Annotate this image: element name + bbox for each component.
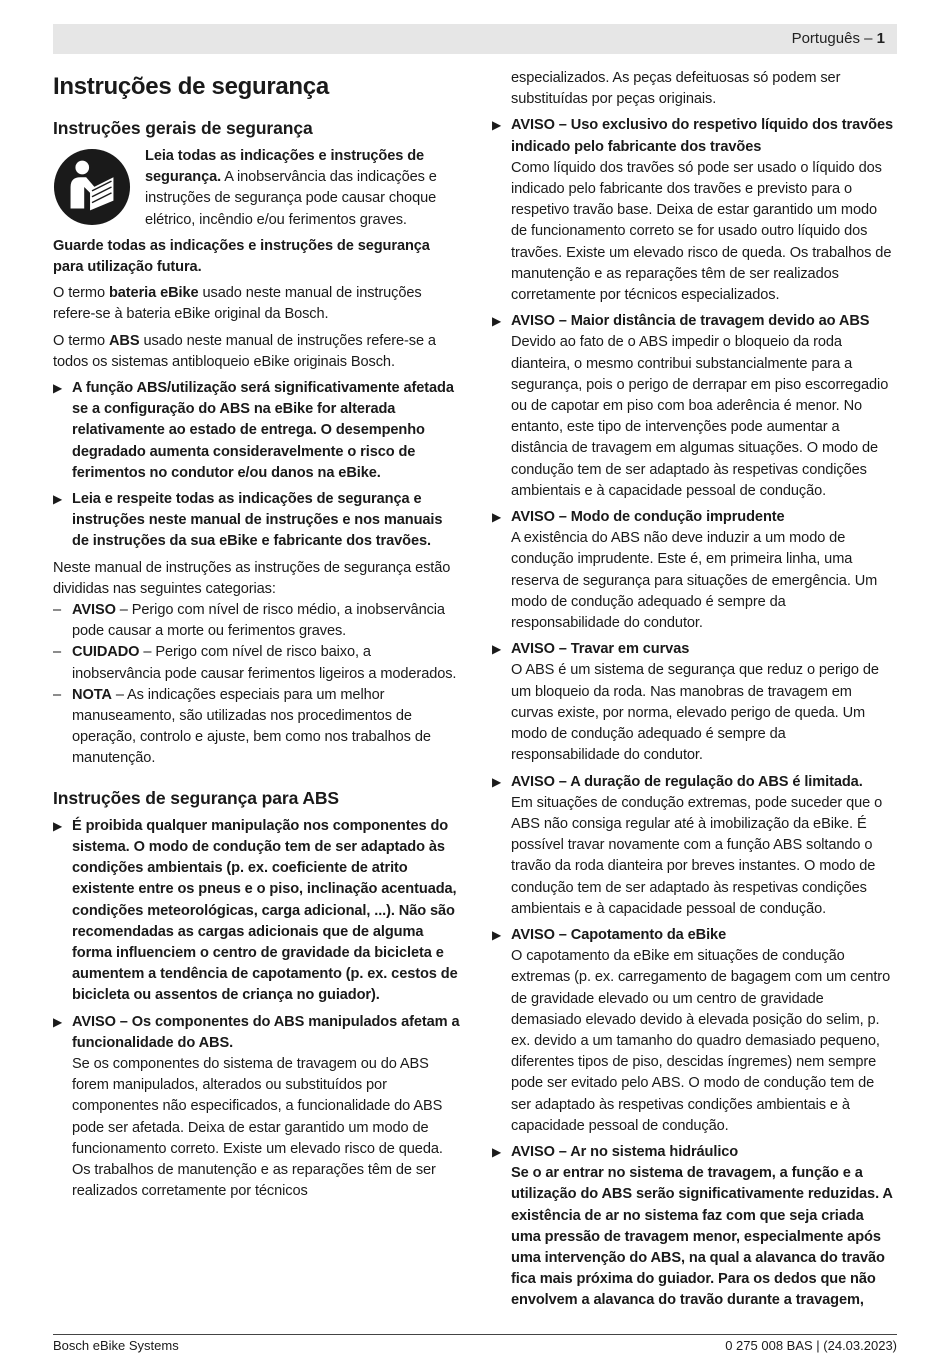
- triangle-bullet-icon: ▶: [53, 381, 63, 396]
- dash-marker: –: [53, 602, 62, 619]
- category-warning-text: – Perigo com nível de risco médio, a inobservância pode causar a morte ou ferimentos graves.: [72, 602, 445, 640]
- dash-marker: –: [53, 644, 62, 661]
- page-number: 1: [876, 30, 885, 47]
- page-header-label: [792, 30, 885, 47]
- safety-bullet: [492, 311, 897, 502]
- continuation-text: especializados. As peças defeituosas só podem ser substituídas por peças originais.: [511, 70, 841, 108]
- read-instructions-text: A inobservância das indicações e instruções de segurança pode causar choque elétrico, incêndio e/ou ferimentos graves.: [145, 169, 437, 228]
- header-language: Português: [791, 30, 860, 47]
- left-column: [53, 66, 463, 1207]
- bullet-read-all-text: Leia e respeite todas as indicações de segurança e instruções neste manual de instruções e nos manuais de instruções da sua eBike e fabricante dos travões.: [72, 491, 443, 550]
- category-caution-label: CUIDADO: [72, 644, 140, 661]
- category-warning-label: AVISO: [72, 602, 116, 619]
- triangle-bullet-icon: ▶: [492, 118, 502, 133]
- term-battery-pre: O termo: [53, 285, 109, 302]
- read-instructions-block: [53, 146, 463, 231]
- warning-text: O capotamento da eBike em situações de condução extremas (p. ex. carregamento de bagagem com um centro de gravidade elevado ou um centro de gravidade demasiado elevado devido à elevada posição do selim, p. ex. devido a um tamanho do quadro demasiado pequeno, diferentes tipos de piso, descidas íngremes) nem sempre pode ser evitado pelo ABS. O modo de condução tem de ser adaptado às respetivas condições ambientais e à capacidade pessoal de condução.: [511, 948, 891, 1134]
- warning-text: O ABS é um sistema de segurança que reduz o perigo de um bloqueio da roda. Nas manobras de travagem em curvas existe, por norma, elevado perigo de queda. Um modo de condução adequado é sempre da responsabilidade do condutor.: [511, 662, 879, 764]
- triangle-bullet-icon: ▶: [492, 927, 502, 942]
- read-manual-icon: [53, 148, 131, 226]
- category-note-label: NOTA: [72, 686, 112, 703]
- dash-marker: –: [53, 686, 62, 703]
- warning-title: AVISO – Travar em curvas: [511, 641, 690, 658]
- bullet-abs-config-text: A função ABS/utilização será significativamente afetada se a configuração do ABS na eBike for alterada relativamente ao estado de entrega. O desempenho degradado aumenta consideravelmente o risco de ferimentos no condutor e/ou danos na eBike.: [72, 380, 454, 481]
- triangle-bullet-icon: ▶: [53, 492, 63, 507]
- footer-doc-ref: 0 275 008 BAS | (24.03.2023): [725, 1338, 897, 1353]
- term-battery-bold: bateria eBike: [108, 285, 199, 302]
- warning-title: AVISO – Capotamento da eBike: [511, 926, 727, 943]
- triangle-bullet-icon: ▶: [492, 314, 502, 329]
- triangle-bullet-icon: ▶: [53, 818, 63, 833]
- categories-intro: Neste manual de instruções as instruções de segurança estão divididas nas seguintes categorias:: [53, 559, 451, 597]
- header-separator: –: [864, 30, 873, 47]
- warning-title: AVISO – A duração de regulação do ABS é limitada.: [511, 773, 863, 790]
- read-instructions-paragraph: [145, 146, 463, 231]
- safety-bullet: [492, 115, 897, 306]
- warning-title: AVISO – Maior distância de travagem devido ao ABS: [511, 313, 870, 330]
- warning-text: Se o ar entrar no sistema de travagem, a função e a utilização do ABS serão significativamente reduzidas. A existência de ar no sistema faz com que seja criada uma pressão de travagem menor, especialmente após uma intervenção do ABS, na qual a alavanca do travão fica mais próxima do guiador. Para os dedos que não envolvem a alavanca do travão durante a travagem,: [511, 1165, 893, 1309]
- safety-bullet: [53, 1012, 463, 1203]
- safety-bullet: [53, 378, 463, 484]
- warning-title: AVISO – Uso exclusivo do respetivo líquido dos travões indicado pelo fabricante dos travões: [511, 117, 893, 155]
- category-note: [53, 685, 463, 770]
- page-header-bar: [53, 24, 897, 54]
- triangle-bullet-icon: ▶: [53, 1014, 63, 1029]
- bullet-no-manipulation-text: É proibida qualquer manipulação nos componentes do sistema. O modo de condução tem de ser adaptado às condições ambientais (p. ex. coeficiente de atrito existente entre os pneus e o piso, inclinação acentuada, condições meteorológicas, carga adicional, ...). Não são recomendadas as cargas adicionais que de alguma forma influenciem o centro de gravidade da bicicleta e aumentem a tendência de capotamento (p. ex. cestos de bicicleta ou assentos de criança no guiador).: [72, 817, 458, 1004]
- triangle-bullet-icon: ▶: [492, 774, 502, 789]
- triangle-bullet-icon: ▶: [492, 1144, 502, 1159]
- category-caution-text: – Perigo com nível de risco baixo, a inobservância pode causar ferimentos ligeiros a moderados.: [72, 644, 457, 682]
- category-warning: [53, 600, 463, 642]
- abs-safety-heading: Instruções de segurança para ABS: [53, 787, 339, 808]
- safety-bullet: [492, 639, 897, 766]
- triangle-bullet-icon: ▶: [492, 642, 502, 657]
- warning-text: Em situações de condução extremas, pode suceder que o ABS não consiga regular até à imobilização da eBike. É possível travar novamente com a função ABS soltando o travão da roda dianteira por breves instantes. O modo de condução tem de ser adaptado às respetivas condições ambientais e à capacidade pessoal de condução.: [511, 794, 883, 917]
- footer-divider: [53, 1334, 897, 1335]
- safety-bullet: [492, 925, 897, 1137]
- category-caution: [53, 642, 463, 684]
- term-abs-bold: ABS: [108, 332, 140, 349]
- general-safety-heading: Instruções gerais de segurança: [53, 118, 313, 138]
- safety-bullet: [492, 1142, 897, 1312]
- warning-text: Como líquido dos travões só pode ser usado o líquido dos indicado pelo fabricante dos travões e previsto para o respetivo travão base. Deixa de estar garantido um modo de funcionamento correto se for usado outro líquido dos travões. Existe um elevado risco de queda. Os trabalhos de manutenção e as reparações têm de ser realizados corretamente por técnicos especializados.: [511, 159, 892, 304]
- term-abs-post: usado neste manual de instruções refere-se a todos os sistemas antibloqueio eBike originais Bosch.: [53, 332, 436, 370]
- safety-bullet: [53, 816, 463, 1007]
- warning-title: AVISO – Modo de condução imprudente: [511, 509, 785, 526]
- warning-title: AVISO – Os componentes do ABS manipulados afetam a funcionalidade do ABS.: [72, 1013, 460, 1051]
- category-note-text: – As indicações especiais para um melhor manuseamento, são utilizadas nos procedimentos de operação, controlo e ajuste, bem como nos trabalhos de manutenção.: [72, 686, 431, 767]
- term-battery-paragraph: [53, 283, 463, 325]
- triangle-bullet-icon: ▶: [492, 510, 502, 525]
- safety-bullet: [492, 772, 897, 920]
- term-battery-post: usado neste manual de instruções refere-se à bateria eBike original da Bosch.: [53, 285, 422, 323]
- read-instructions-bold: Leia todas as indicações e instruções de segurança.: [145, 148, 425, 186]
- warning-text: Se os componentes do sistema de travagem ou do ABS forem manipulados, alterados ou substituídos por componentes não especificados, a funcionalidade do ABS pode ser afetada. Deixa de estar garantido um modo de funcionamento correto. Existe um elevado risco de queda. Os trabalhos de manutenção e as reparações têm de ser realizados corretamente por técnicos: [72, 1055, 443, 1200]
- safety-bullet: [53, 489, 463, 553]
- keep-instructions-text: Guarde todas as indicações e instruções de segurança para utilização futura.: [53, 237, 430, 276]
- term-abs-pre: O termo: [53, 332, 109, 349]
- term-abs-paragraph: [53, 331, 463, 373]
- warning-text: A existência do ABS não deve induzir a um modo de condução imprudente. Este é, em primeira linha, uma reserva de segurança para situações de emergência. Um modo de condução adequado é sempre da responsabilidade do condutor.: [511, 530, 878, 632]
- right-column: [492, 68, 897, 1317]
- footer-brand: Bosch eBike Systems: [53, 1338, 179, 1353]
- page-title: Instruções de segurança: [53, 73, 329, 100]
- warning-title: AVISO – Ar no sistema hidráulico: [511, 1143, 739, 1160]
- warning-text: Devido ao fato de o ABS impedir o bloqueio da roda dianteira, o mesmo contribui substancialmente para a segurança, pois o perigo de derrapar em piso escorregadio ou de capotar em piso com boa aderência é menor. No entanto, este tipo de intervenções pode aumentar a distância de travagem em algumas situações. O modo de condução tem de ser adaptado às respetivas condições ambientais e à capacidade pessoal de condução.: [511, 334, 889, 499]
- safety-bullet: [492, 507, 897, 634]
